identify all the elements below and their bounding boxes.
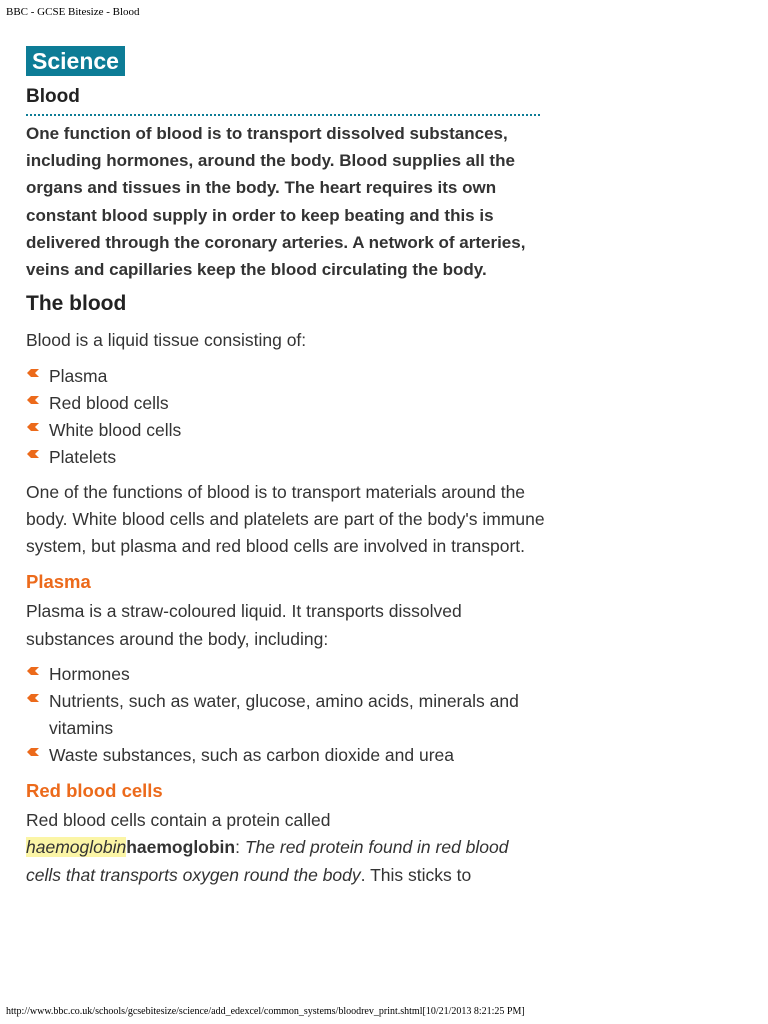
orange-arrow-bullet-icon: [26, 693, 40, 703]
list-item: White blood cells: [26, 417, 546, 444]
blood-components-list: [26, 363, 546, 471]
blood-body-paragraph: One of the functions of blood is to transport materials around the body. White blood cells and platelets are part of the body's immune system, but plasma and red blood cells are involved in transport.: [26, 481, 545, 557]
section-heading-the-blood: The blood: [26, 292, 127, 316]
section-heading-plasma: Plasma: [26, 571, 91, 593]
list-item: Red blood cells: [26, 390, 546, 417]
glossary-definition: The red protein found in red blood cells that transports oxygen round the body: [26, 837, 509, 885]
blood-lead: Blood is a liquid tissue consisting of:: [26, 330, 307, 351]
orange-arrow-bullet-icon: [26, 368, 40, 378]
science-banner: Science: [26, 46, 125, 76]
list-item: Nutrients, such as water, glucose, amino acids, minerals and vitamins: [26, 688, 546, 742]
glossary-term-bold: haemoglobin: [126, 837, 236, 858]
rbc-paragraph: [26, 807, 546, 889]
glossary-colon: :: [235, 837, 245, 858]
plasma-list: [26, 661, 546, 769]
plasma-lead: Plasma is a straw-coloured liquid. It transports dissolved substances around the body, including:: [26, 601, 462, 649]
list-item: Hormones: [26, 661, 546, 688]
section-heading-red-blood-cells: Red blood cells: [26, 780, 163, 801]
glossary-term-highlight: haemoglobin: [26, 837, 127, 858]
orange-arrow-bullet-icon: [26, 666, 40, 676]
article: [26, 46, 546, 889]
orange-arrow-bullet-icon: [26, 395, 40, 405]
orange-arrow-bullet-icon: [26, 422, 40, 432]
list-item: Platelets: [26, 444, 546, 471]
rbc-lead: Red blood cells contain a protein called: [26, 810, 331, 830]
page-title: Blood: [26, 84, 540, 116]
list-item: Waste substances, such as carbon dioxide and urea: [26, 742, 546, 769]
print-footer-url: http://www.bbc.co.uk/schools/gcsebitesize/science/add_edexcel/common_systems/bloodrev_print.shtml[10/21/2013 8:21:25 PM]: [6, 1006, 525, 1017]
orange-arrow-bullet-icon: [26, 449, 40, 459]
print-header-title: BBC - GCSE Bitesize - Blood: [6, 6, 140, 18]
list-item: Plasma: [26, 363, 546, 390]
orange-arrow-bullet-icon: [26, 747, 40, 757]
intro-paragraph: One function of blood is to transport dissolved substances, including hormones, around the body. Blood supplies all the organs and tissues in the body. The heart requires its own constant blood supply in order to keep beating and this is delivered through the coronary arteries. A network of arteries, veins and capillaries keep the blood circulating the body.: [26, 124, 526, 280]
rbc-tail: . This sticks to: [360, 864, 472, 885]
